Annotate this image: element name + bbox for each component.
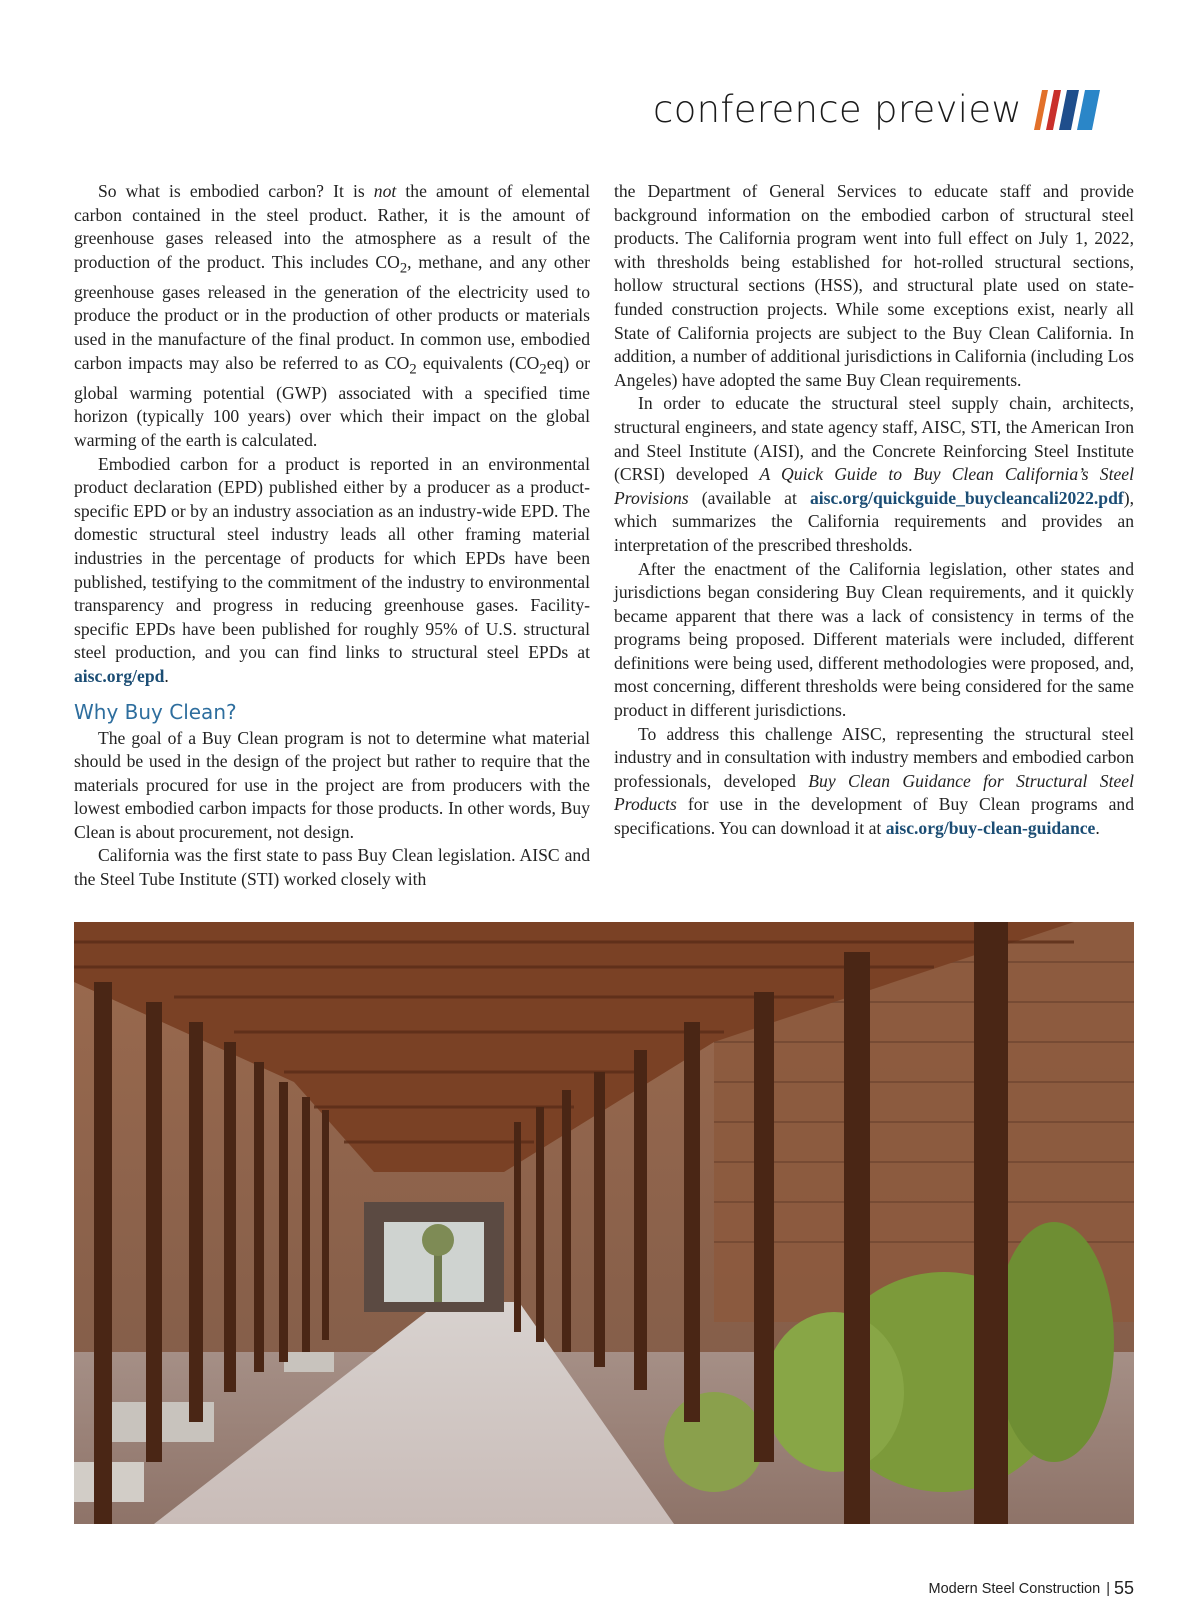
text-run: .	[1095, 818, 1100, 839]
left-paragraph-3: The goal of a Buy Clean program is not to determine what material should be used in the design of the project but rather to require that the materials procured for use in the project are from producers with the lowest embodied carbon impacts for those products. In other words, Buy Clean is about procurement, not design.	[74, 727, 590, 842]
subscript: 2	[539, 361, 547, 378]
page-header	[653, 88, 1100, 131]
page-number: 55	[1113, 1578, 1134, 1598]
section-heading: Why Buy Clean?	[74, 699, 237, 724]
quickguide-link[interactable]: aisc.org/quickguide_buycleancali2022.pdf	[809, 487, 1124, 508]
text-run: So what is embodied carbon? It is	[98, 181, 374, 201]
left-paragraph-1	[74, 180, 590, 453]
left-column	[74, 180, 590, 892]
text-run: To address this challenge AISC, representing the structural steel industry and in consultation with industry members and embodied carbon professionals, developed	[614, 723, 1134, 791]
text-run: eq) or global warming potential (GWP) associated with a specified time horizon (typically 100 years) over which their impact on the global warming of the earth is calculated.	[74, 352, 590, 450]
epd-link[interactable]: aisc.org/epd	[74, 665, 165, 686]
text-run: Embodied carbon for a product is reported in an environmental product declaration (EPD) published either by a producer as a product-specific EPD or by an industry association as an industry-wide EPD. The domestic structural steel industry leads all other framing material industries in the percentage of products for which EPDs have been published, testifying to the commitment of the industry to environmental transparency and progress in reducing greenhouse gases. Facility-specific EPDs have been published for roughly 95% of U.S. structural steel production, and you can find links to structural steel EPDs at	[74, 453, 590, 663]
stripe-3	[1059, 90, 1079, 130]
right-paragraph-4	[614, 723, 1134, 841]
stripe-1	[1034, 90, 1048, 130]
emphasis: not	[373, 181, 397, 201]
stripes-logo-icon	[1034, 90, 1100, 130]
steel-pergola-illustration	[74, 922, 1134, 1524]
left-paragraph-4: California was the first state to pass Buy Clean legislation. AISC and the Steel Tube Institute (STI) worked closely with	[74, 845, 590, 890]
buy-clean-guidance-link[interactable]: aisc.org/buy-clean-guidance	[885, 818, 1096, 839]
footer-separator: |	[1106, 1580, 1110, 1597]
section-title: conference preview	[653, 88, 1022, 131]
text-run: equivalents (CO	[416, 352, 540, 373]
publication-name: Modern Steel Construction	[928, 1580, 1101, 1597]
stripe-2	[1046, 90, 1061, 130]
right-paragraph-3: After the enactment of the California legislation, other states and jurisdictions began considering Buy Clean requirements, and it quickly became apparent that there was a lack of consistency in terms of the programs being proposed. Different materials were included, different definitions were being used, different methodologies were proposed, and, most concerning, different thresholds were being considered for the same product in different jurisdictions.	[614, 558, 1134, 721]
emphasis: Buy Clean Guidance for Structural Steel Products	[614, 770, 1134, 815]
stripe-4	[1077, 90, 1100, 130]
right-paragraph-2	[614, 392, 1134, 557]
right-column	[614, 180, 1134, 841]
text-run: (available at	[688, 487, 810, 508]
right-paragraph-1: the Department of General Services to educate staff and provide background information on the embodied carbon of structural steel products. The California program went into full effect on July 1, 2022, with thresholds being established for hot-rolled structural sections, hollow structural sections (HSS), and structural plate used on state-funded construction projects. While some exceptions exist, nearly all State of California projects are subject to the Buy Clean California. In addition, a number of additional jurisdictions in California (including Los Angeles) have adopted the same Buy Clean requirements.	[614, 181, 1134, 390]
subscript: 2	[399, 260, 408, 277]
text-run: for use in the development of Buy Clean programs and specifications. You can download it at	[614, 794, 1134, 839]
text-run: , methane, and any other greenhouse gases released in the generation of the electricity used to produce the product or in the production of other products or materials used in the manufacture of the final product. In common use, embodied carbon impacts may also be referred to as CO	[74, 251, 590, 373]
walkway-photo	[74, 922, 1134, 1524]
text-run: .	[164, 665, 169, 686]
page-footer	[929, 1578, 1134, 1599]
text-run: the amount of elemental carbon contained in the steel product. Rather, it is the amount of greenhouse gases released into the atmosphere as a result of the production of the product. This includes CO	[74, 181, 591, 272]
text-run: ), which summarizes the California requirements and provides an interpretation of the prescribed thresholds.	[614, 487, 1134, 555]
text-run: In order to educate the structural steel supply chain, architects, structural engineers, and state agency staff, AISC, STI, the American Iron and Steel Institute (AISI), and the Concrete Reinforcing Steel Institute (CRSI) developed	[614, 393, 1134, 485]
left-paragraph-2	[74, 453, 590, 689]
subscript: 2	[409, 361, 417, 378]
emphasis: A Quick Guide to Buy Clean California’s Steel Provisions	[614, 464, 1134, 508]
